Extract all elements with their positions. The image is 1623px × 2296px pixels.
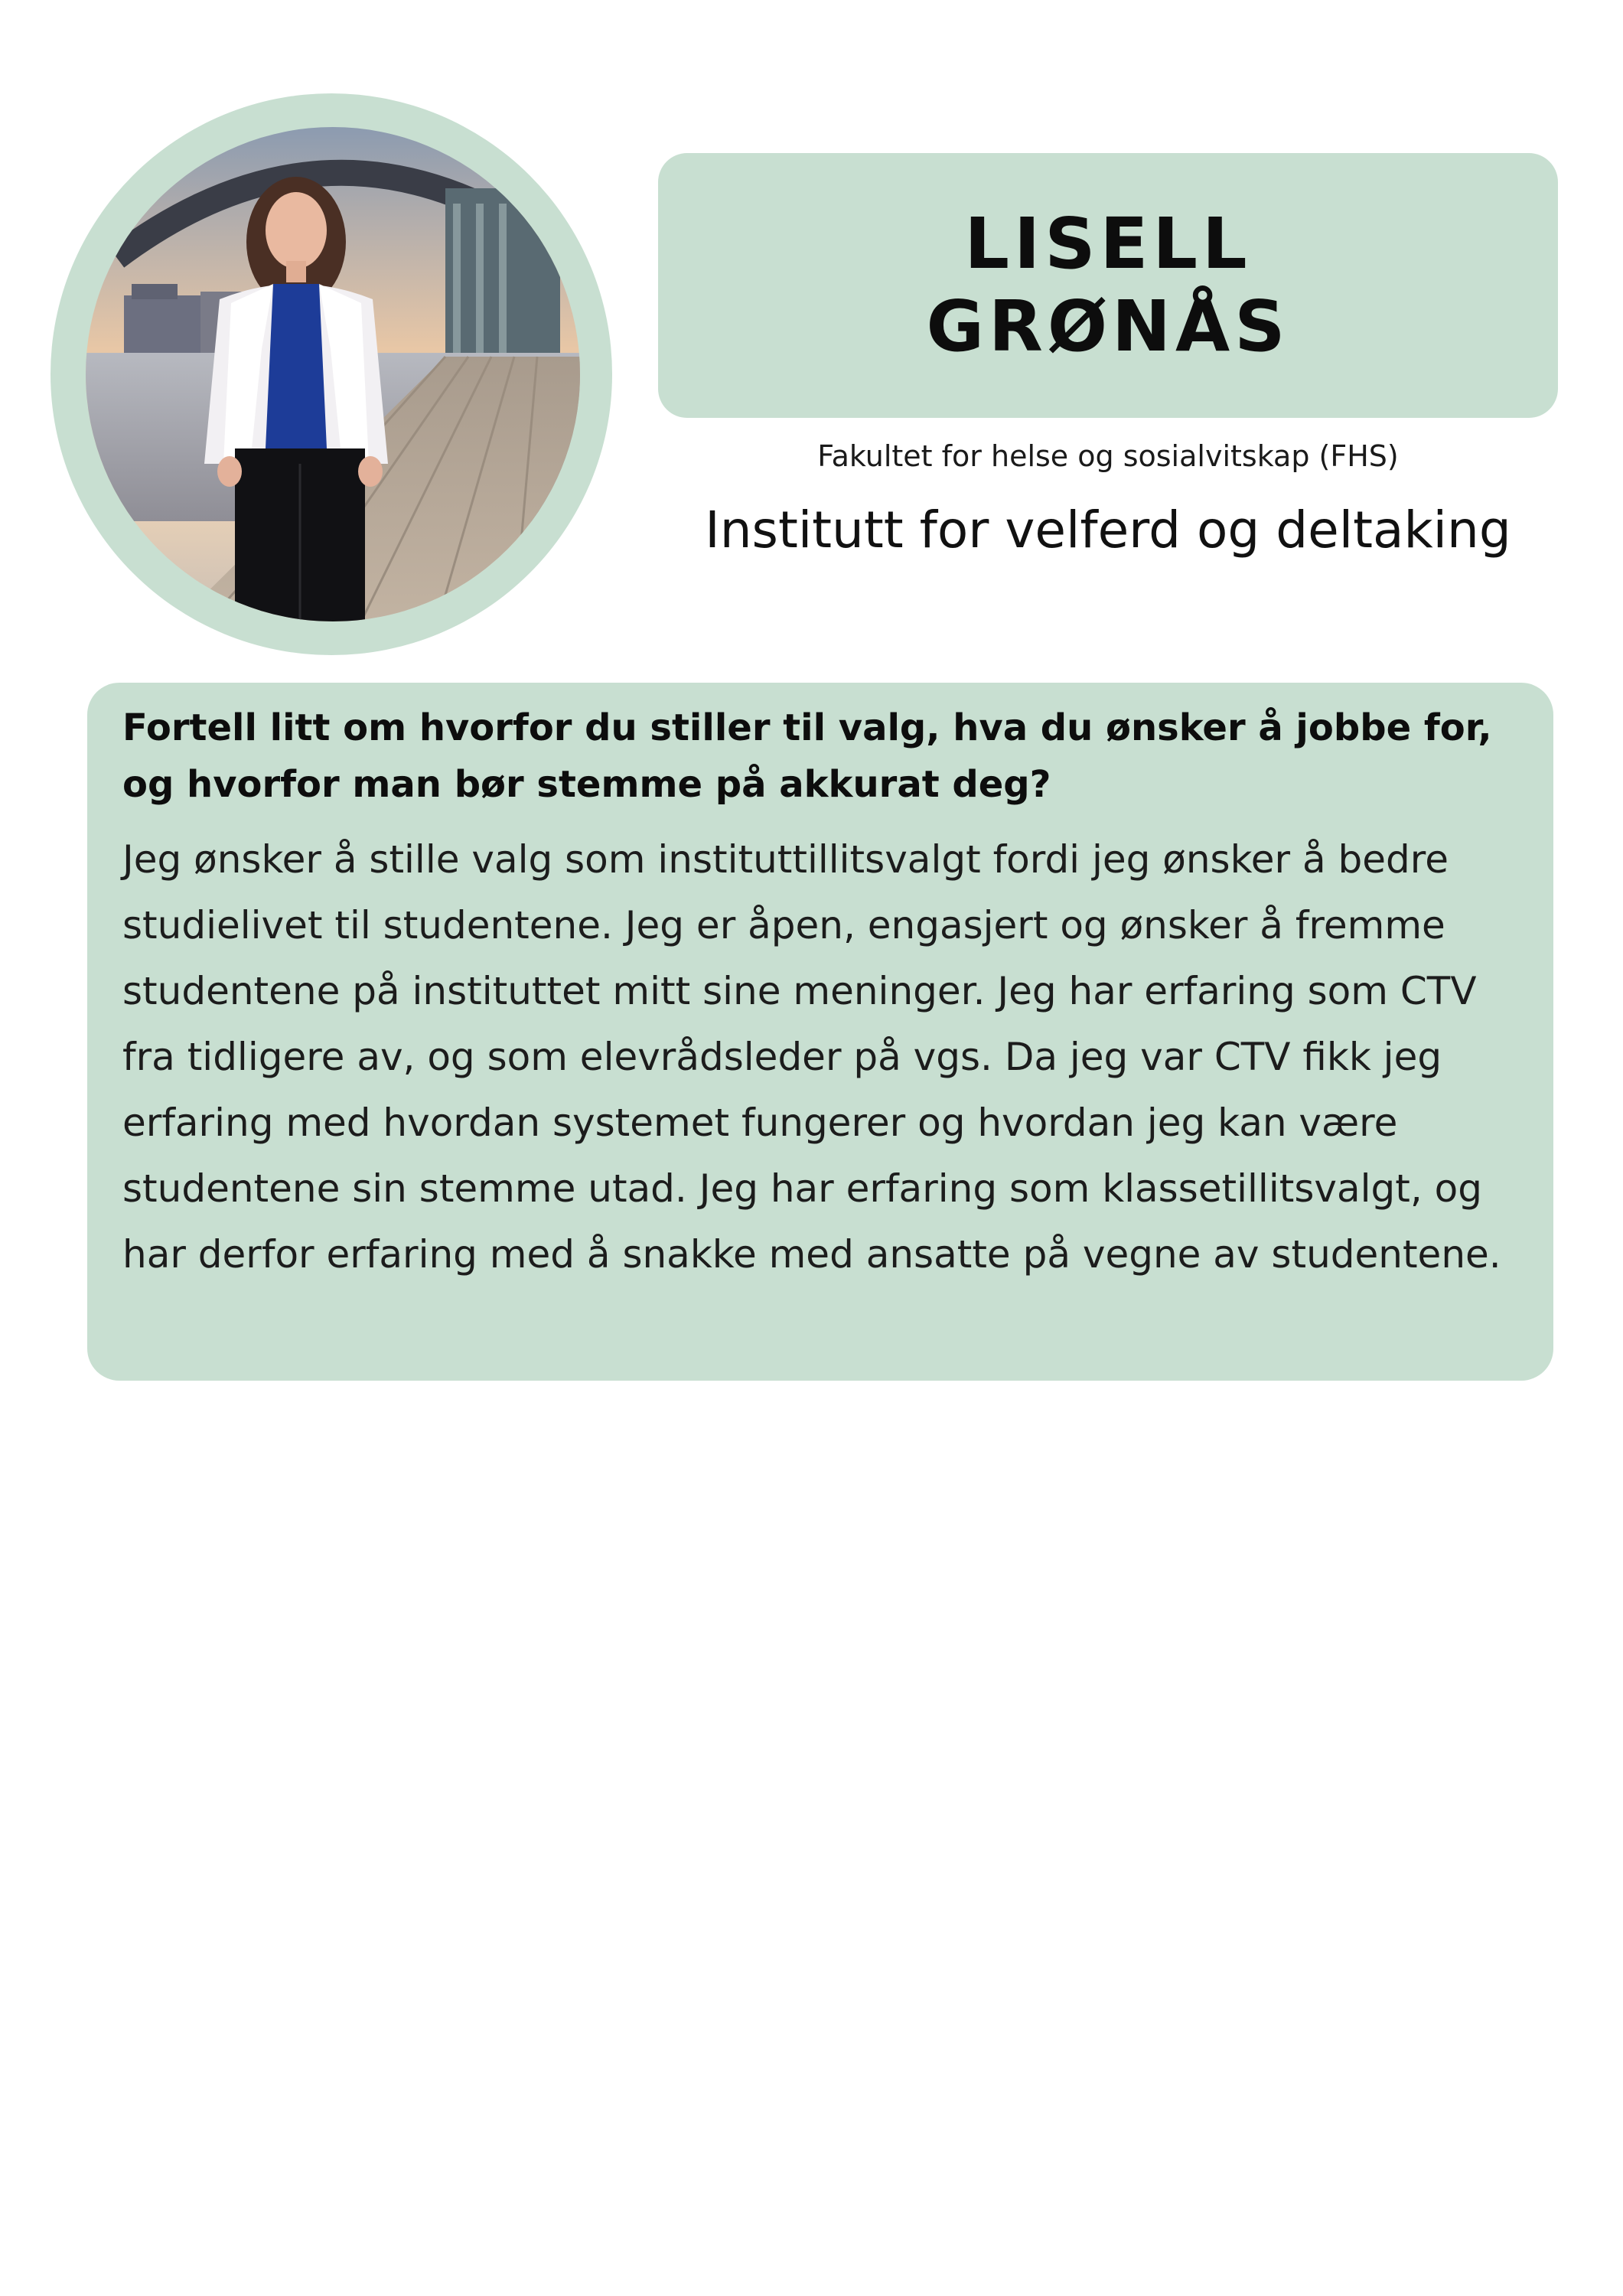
question-heading: Fortell litt om hvorfor du stiller til valg, hva du ønsker å jobbe for, og hvorfor man bør stemme på akkurat deg? xyxy=(122,706,1492,806)
first-name: LISELL xyxy=(964,203,1252,285)
name-banner xyxy=(658,153,1558,418)
last-name: GRØNÅS xyxy=(926,285,1290,367)
profile-photo-frame xyxy=(51,93,612,655)
profile-photo xyxy=(86,127,580,621)
faculty-name: Fakultet for helse og sosialvitskap (FHS) xyxy=(817,439,1399,473)
institute-name: Institutt for velferd og deltaking xyxy=(705,501,1511,559)
question-answer-box xyxy=(87,683,1553,1381)
answer-text: Jeg ønsker å stille valg som instituttillitsvalgt fordi jeg ønsker å bedre studielivet til studentene. Jeg er åpen, engasjert og ønsker å fremme studentene på instituttet mitt sine meninger. Jeg har erfaring som CTV fra tidligere av, og som elevrådsleder på vgs. Da jeg var CTV fikk jeg erfaring med hvordan systemet fungerer og hvordan jeg kan være studentene sin stemme utad. Jeg har erfaring som klassetillitsvalgt, og har derfor erfaring med å snakke med ansatte på vegne av studentene. xyxy=(122,837,1501,1277)
